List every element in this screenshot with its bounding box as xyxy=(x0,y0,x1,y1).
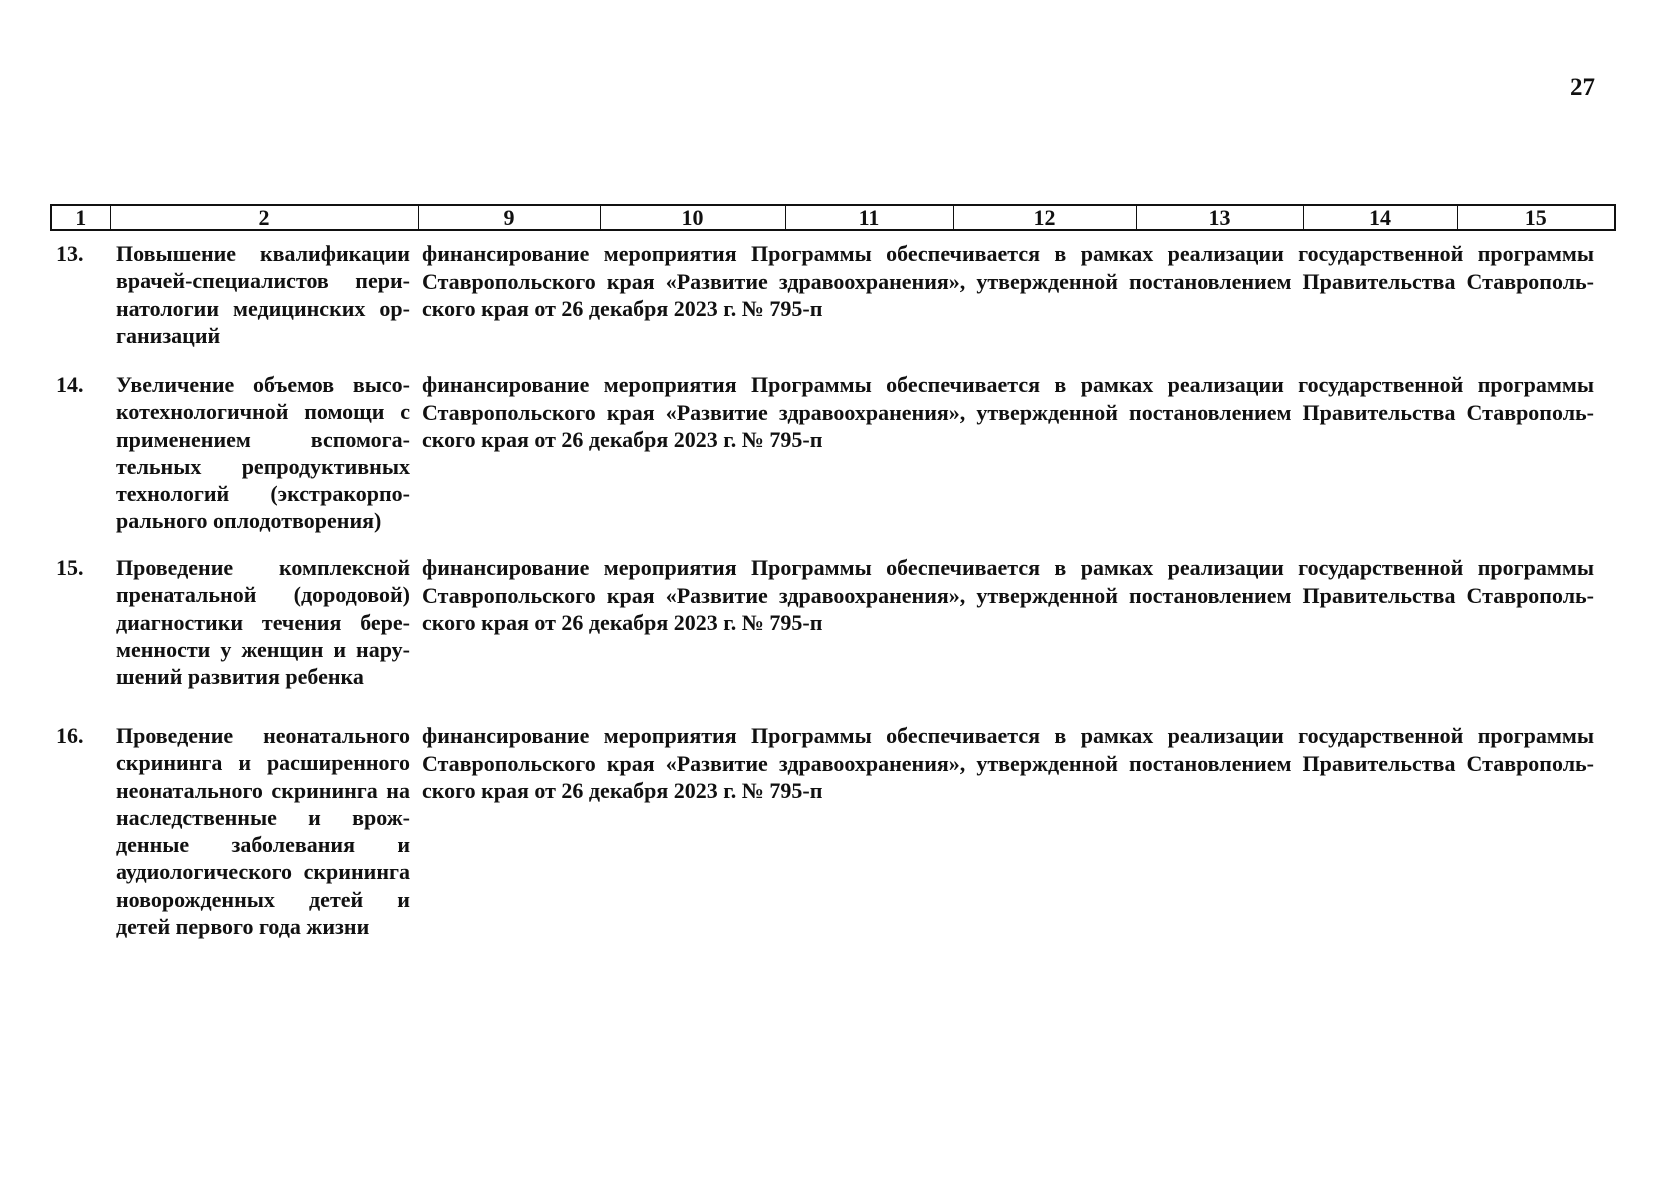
header-cell: 12 xyxy=(953,205,1136,230)
row-financing-text: финансирование мероприятия Программы обеспечивается в рамках реализации государственной программы Ставропольского края «Развитие здравоохранения», утвержденной постановлением Правительства Ставропольского края от 26 декабря 2023 г. № 795-п xyxy=(422,555,1594,635)
row-financing-text: финансирование мероприятия Программы обеспечивается в рамках реализации государственной программы Ставропольского края «Развитие здравоохранения», утвержденной постановлением Правительства Ставропольского края от 26 декабря 2023 г. № 795-п xyxy=(422,723,1594,803)
row-number: 14. xyxy=(56,372,84,397)
row-title: Проведение комплексной пренатальной (дородовой) диагностики течения беременности у женщин и нарушений развития ребенка xyxy=(116,555,410,690)
table-row xyxy=(56,240,1616,371)
table-row xyxy=(56,554,1616,722)
table-row xyxy=(56,722,1616,942)
row-financing-text: финансирование мероприятия Программы обеспечивается в рамках реализации государственной программы Ставропольского края «Развитие здравоохранения», утвержденной постановлением Правительства Ставропольского края от 26 декабря 2023 г. № 795-п xyxy=(422,241,1594,321)
row-number: 16. xyxy=(56,723,84,748)
header-cell: 10 xyxy=(600,205,785,230)
header-cell: 2 xyxy=(110,205,418,230)
row-title: Увеличение объемов высокотехнологичной помощи с применением вспомогательных репродуктивных технологий (экстракорпорального оплодотворения) xyxy=(116,372,410,534)
header-cell: 9 xyxy=(418,205,600,230)
table-body xyxy=(56,240,1616,942)
row-number: 15. xyxy=(56,555,84,580)
row-title: Проведение неонатального скрининга и расширенного неонатального скрининга на наследственные и врожденные заболевания и аудиологического скрининга новорожденных детей и детей первого года жизни xyxy=(116,723,410,940)
header-cell: 15 xyxy=(1457,205,1615,230)
row-title: Повышение квалификации врачей-специалистов перинатологии медицинских организаций xyxy=(116,241,410,348)
row-number: 13. xyxy=(56,241,84,266)
column-number-header xyxy=(50,204,1616,231)
row-financing-text: финансирование мероприятия Программы обеспечивается в рамках реализации государственной программы Ставропольского края «Развитие здравоохранения», утвержденной постановлением Правительства Ставропольского края от 26 декабря 2023 г. № 795-п xyxy=(422,372,1594,452)
table-row xyxy=(56,371,1616,554)
header-cell: 13 xyxy=(1136,205,1303,230)
header-cell: 1 xyxy=(51,205,110,230)
header-cell: 14 xyxy=(1303,205,1457,230)
header-cell: 11 xyxy=(785,205,953,230)
page-number: 27 xyxy=(1570,74,1595,101)
